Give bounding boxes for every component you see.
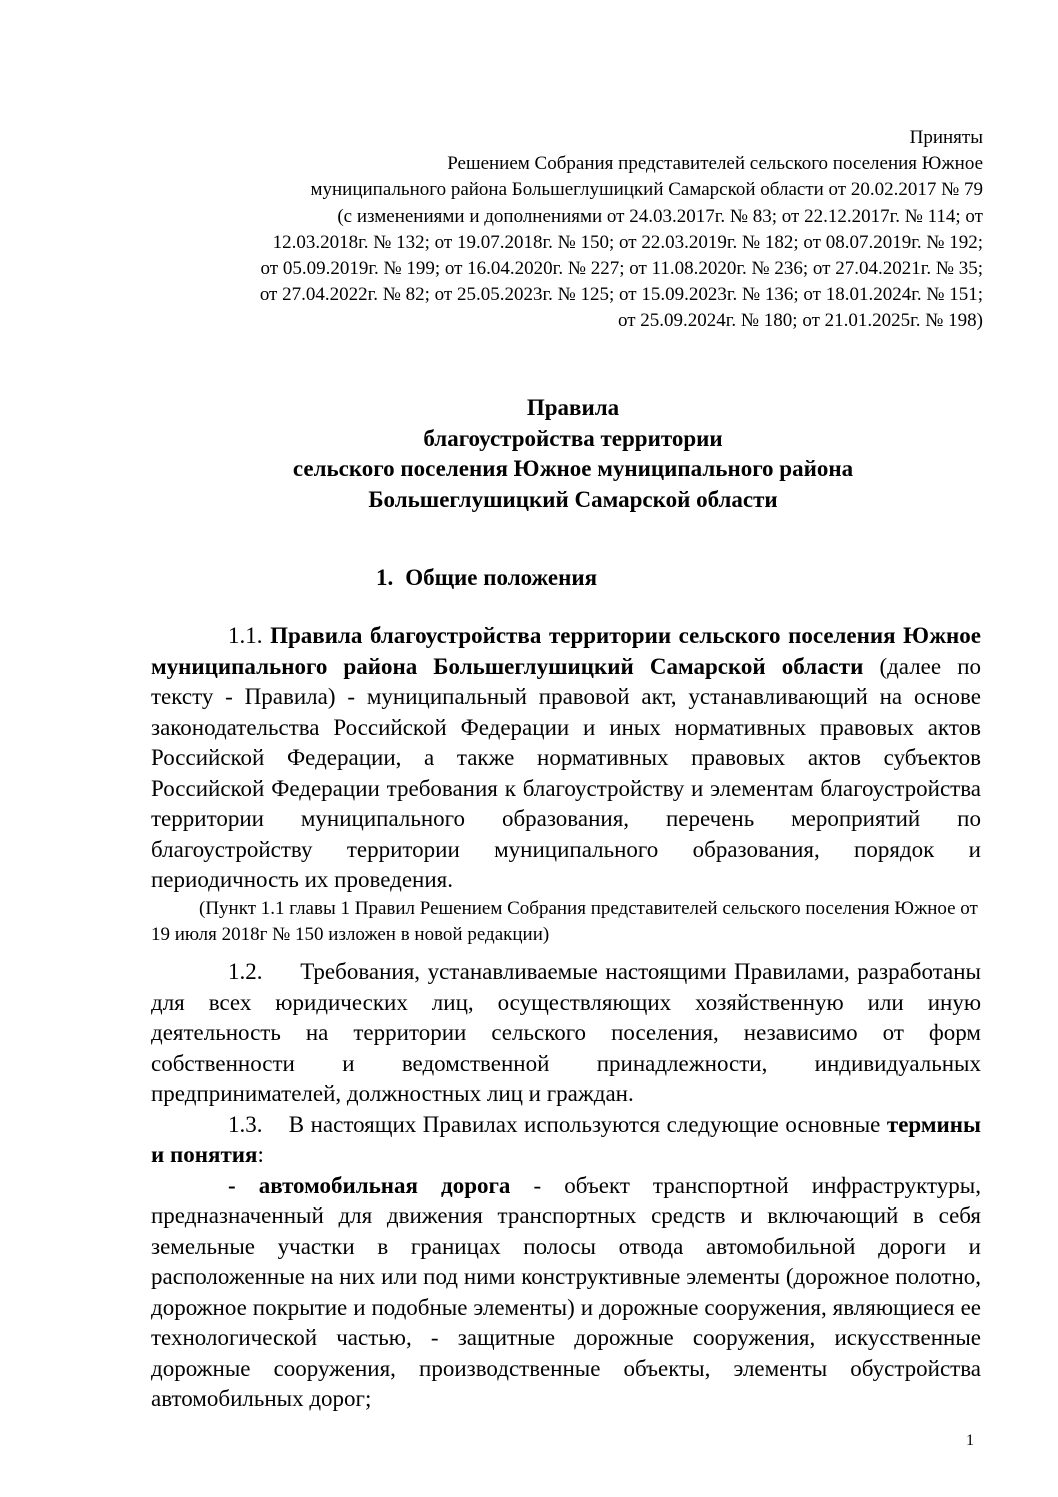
title-line: Большеглушицкий Самарской области — [368, 486, 778, 512]
section-title: Общие положения — [405, 565, 598, 590]
term-name: - автомобильная дорога — [228, 1172, 511, 1198]
clause-number: 1.2. — [228, 959, 263, 984]
clause-1-1-block — [151, 621, 981, 948]
page-number: 1 — [966, 1432, 974, 1449]
term-automobile-road — [151, 1171, 981, 1415]
clause-text: Требования, устанавливаемые настоящими Правилами, разработаны для всех юридических лиц, осуществляющих хозяйственную или иную деятельность на территории сельского поселения, независимо от форм собственности и ведомственной принадлежности, индивидуальных предпринимателей, должностных лиц и граждан. — [151, 959, 981, 1106]
header-line: от 27.04.2022г. № 82; от 25.05.2023г. № 125; от 15.09.2023г. № 136; от 18.01.2024г. № 151; — [259, 284, 983, 306]
document-title — [150, 393, 996, 515]
header-line: муниципального района Большеглушицкий Самарской области от 20.02.2017 № 79 — [310, 179, 983, 201]
section-heading — [376, 563, 597, 593]
section-number: 1. — [376, 565, 394, 590]
header-line: Приняты — [909, 127, 983, 148]
clause-text: (далее по тексту - Правила) - муниципальный правовой акт, устанавливающий на основе законодательства Российской Федерации и иных нормативных правовых актов Российской Федерации, а также нормативных правовых актов субъектов Российской Федерации требования к благоустройству и элементам благоустройства территории муниципального образования, перечень мероприятий по благоустройству территории муниципального образования, порядок и периодичность их проведения. — [151, 653, 982, 892]
clause-number: 1.3. — [228, 1111, 263, 1137]
clause-1-1 — [151, 621, 981, 896]
adoption-header — [150, 125, 983, 335]
clause-number: 1.1. — [228, 623, 263, 648]
clauses-block — [151, 957, 981, 1415]
clause-1-2 — [151, 957, 981, 1110]
header-line: (с изменениями и дополнениями от 24.03.2017г. № 83; от 22.12.2017г. № 114; от — [337, 205, 983, 227]
clause-bold-text: Правила благоустройства территории сельского поселения Южное муниципального района Большеглушицкий Самарской области — [151, 623, 982, 679]
header-line: 12.03.2018г. № 132; от 19.07.2018г. № 150; от 22.03.2019г. № 182; от 08.07.2019г. № 192; — [272, 231, 983, 253]
header-line: от 25.09.2024г. № 180; от 21.01.2025г. № 198) — [617, 310, 983, 332]
title-line: Правила — [526, 395, 620, 420]
title-line: сельского поселения Южное муниципального района — [292, 456, 854, 481]
amendment-note: (Пункт 1.1 главы 1 Правил Решением Собрания представителей сельского поселения Южное от 19 июля 2018г № 150 изложен в новой редакции) — [151, 897, 978, 945]
header-line: Решением Собрания представителей сельского поселения Южное — [447, 153, 983, 175]
clause-bold-text: термины и понятия — [151, 1111, 981, 1167]
title-line: благоустройства территории — [423, 425, 723, 451]
header-line: от 05.09.2019г. № 199; от 16.04.2020г. № 227; от 11.08.2020г. № 236; от 27.04.2021г. № 35; — [260, 258, 983, 280]
clause-text: В настоящих Правилах используются следующие основные — [288, 1111, 881, 1137]
clause-tail: : — [257, 1142, 264, 1167]
clause-1-3 — [151, 1110, 981, 1171]
term-definition: - объект транспортной инфраструктуры, предназначенный для движения транспортных средств и включающий в себя земельные участки в границах полосы отвода автомобильной дороги и расположенные на них или под ними конструктивные элементы (дорожное полотно, дорожное покрытие и подобные элементы) и дорожные сооружения, являющиеся ее технологической частью, - защитные дорожные сооружения, искусственные дорожные сооружения, производственные объекты, элементы обустройства автомобильных дорог; — [151, 1172, 981, 1411]
